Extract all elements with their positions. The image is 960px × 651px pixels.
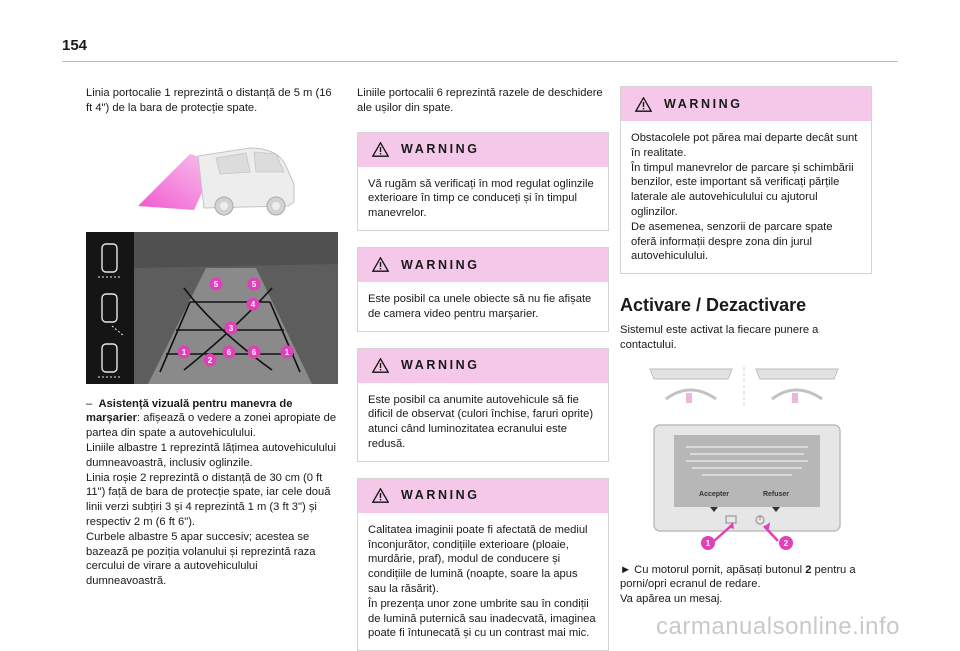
warning-box-3 — [357, 348, 609, 462]
camera-marker-5a: 5 — [213, 279, 219, 289]
warning-box-5 — [620, 86, 872, 274]
warning-triangle-icon — [372, 488, 389, 503]
camera-marker-6a: 6 — [226, 347, 232, 357]
warning-title: WARNING — [401, 358, 480, 373]
column-3 — [620, 86, 872, 607]
activation-intro: Sistemul este activat la fiecare punere a contactului. — [620, 323, 819, 351]
blue-lines-paragraph: Liniile albastre 1 reprezintă lățimea autovehiculului dumneavoastră, inclusiv oglinzile. — [86, 441, 336, 469]
warning-text: Este posibil ca unele obiecte să nu fie afișate de camera video pentru marșarier. — [368, 292, 592, 320]
warning-title: WARNING — [401, 257, 480, 272]
page-number: 154 — [62, 37, 88, 54]
warning-triangle-icon — [635, 97, 652, 112]
warning-title: WARNING — [401, 142, 480, 157]
reversing-camera-display — [86, 232, 338, 384]
red-line-paragraph: Linia roșie 2 reprezintă o distanță de 30 cm (0 ft 11") față de bara de protecție spate, iar cele două linii verzi subțiri 3 și 4 reprezintă 1 m (3 ft 3") și respectiv 2 m (6 ft 6"). — [86, 471, 331, 528]
camera-marker-2: 2 — [207, 355, 213, 365]
orange-line-paragraph: Linia portocalie 1 reprezintă o distanță de 5 m (16 ft 4") de la bara de protecție spate. — [86, 87, 332, 114]
warning-text: Vă rugăm să verificați în mod regulat oglinzile exterioare în timp ce conduceți și în timpul manevrelor. — [368, 177, 594, 220]
watermark: carmanualsonline.info — [656, 613, 900, 640]
warning-triangle-icon — [372, 257, 389, 272]
camera-marker-1b: 1 — [284, 347, 290, 357]
vehicle-rear-zone-illustration — [138, 144, 298, 216]
orange-lines-6-paragraph: Liniile portocalii 6 reprezintă razele de deschidere ale ușilor din spate. — [357, 87, 603, 114]
warning-title: WARNING — [401, 488, 480, 503]
camera-marker-5b: 5 — [251, 279, 257, 289]
warning-box-2 — [357, 247, 609, 332]
warning-text: Calitatea imaginii poate fi afectată de mediul înconjurător, condițiile exterioare (ploaie, murdărie, praf), modul de conducere și condițiile de lumină (noapte, soare la apus sau la răsărit). În prezența unor zone umbrite sau în condiții de lumină puternică sau inadecvată, imaginea poate fi întunecată și cu un contrast mai mic. — [368, 523, 596, 640]
camera-marker-6b: 6 — [251, 347, 257, 357]
camera-marker-1a: 1 — [181, 347, 187, 357]
camera-marker-3: 3 — [228, 323, 234, 333]
warning-title: WARNING — [664, 96, 743, 111]
column-1 — [86, 86, 338, 589]
dashboard-mirror-illustration — [646, 363, 846, 411]
screen-refuse-label: Refuser — [762, 490, 790, 498]
activation-instruction: ► Cu motorul pornit, apăsați butonul 2 pentru a porni/opri ecranul de redare. — [620, 563, 856, 591]
callout-2: 2 — [783, 538, 789, 548]
warning-box-1 — [357, 132, 609, 231]
visual-assist-heading: – Asistență vizuală pentru manevra de marșarier: afișează o vedere a zonei apropiate de partea din spate a autovehiculului. — [86, 397, 337, 440]
blue-curves-paragraph: Curbele albastre 5 apar succesiv; acestea se bazează pe poziția volanului și reprezintă raza cercului de virare a autovehiculului dumneavoastră. — [86, 530, 316, 588]
warning-triangle-icon — [372, 142, 389, 157]
column-2 — [357, 86, 609, 651]
camera-marker-4: 4 — [250, 299, 256, 309]
touchscreen-illustration — [652, 423, 842, 551]
section-heading: Activare / Dezactivare — [620, 295, 807, 316]
message-note: Va apărea un mesaj. — [620, 593, 723, 606]
screen-accept-label: Accepter — [699, 490, 729, 498]
warning-triangle-icon — [372, 358, 389, 373]
callout-1: 1 — [705, 538, 711, 548]
warning-box-4 — [357, 478, 609, 651]
header-rule — [62, 61, 898, 62]
warning-text: Este posibil ca anumite autovehicule să fie dificil de observat (culori închise, faruri oprite) atunci când luminozitatea ecranului este redusă. — [368, 393, 594, 450]
warning-text: Obstacolele pot părea mai departe decât sunt în realitate. În timpul manevrelor de parcare și schimbării benzilor, este important să verificați părțile laterale ale autovehiculului cu ajutorul oglinzilor. De asemenea, senzorii de parcare spate oferă informații despre zona din jurul autovehiculului. — [631, 132, 858, 263]
